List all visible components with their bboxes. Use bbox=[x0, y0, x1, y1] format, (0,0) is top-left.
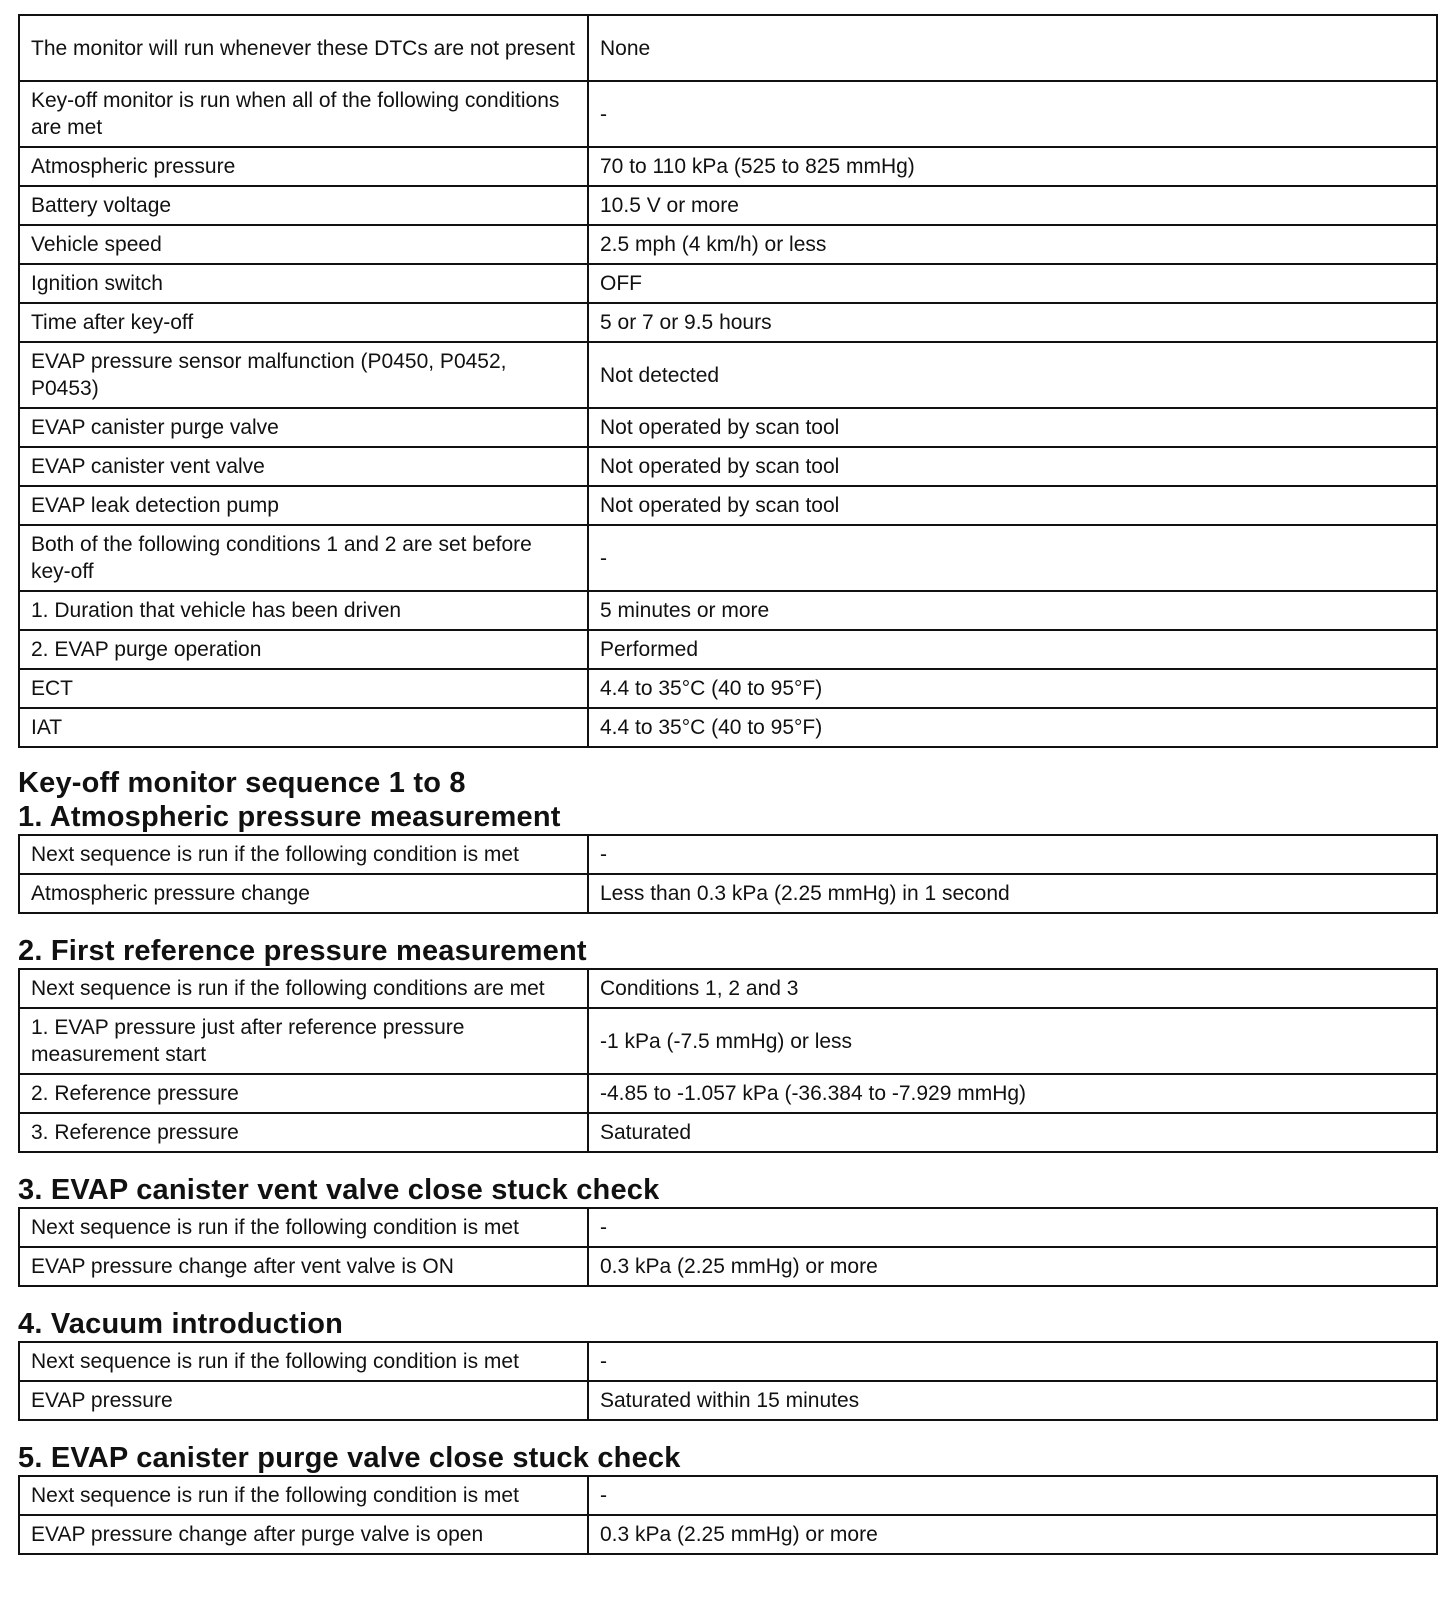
condition-cell: Battery voltage bbox=[19, 186, 588, 225]
value-cell: 10.5 V or more bbox=[588, 186, 1437, 225]
table-row bbox=[19, 1208, 1437, 1247]
value-cell: Performed bbox=[588, 630, 1437, 669]
condition-cell: EVAP pressure change after purge valve is open bbox=[19, 1515, 588, 1554]
table-row bbox=[19, 15, 1437, 81]
table-row bbox=[19, 486, 1437, 525]
condition-cell: Next sequence is run if the following condition is met bbox=[19, 1342, 588, 1381]
table-row bbox=[19, 1247, 1437, 1286]
table-row bbox=[19, 591, 1437, 630]
condition-cell: ECT bbox=[19, 669, 588, 708]
section-title-2: 2. First reference pressure measurement bbox=[18, 935, 587, 967]
table-row bbox=[19, 1515, 1437, 1554]
value-cell: Less than 0.3 kPa (2.25 mmHg) in 1 second bbox=[588, 874, 1437, 913]
value-cell: - bbox=[588, 1342, 1437, 1381]
section-title-1: 1. Atmospheric pressure measurement bbox=[18, 801, 561, 833]
condition-cell: Next sequence is run if the following condition is met bbox=[19, 1476, 588, 1515]
value-cell: - bbox=[588, 525, 1437, 591]
table-row bbox=[19, 186, 1437, 225]
value-cell: - bbox=[588, 81, 1437, 147]
condition-cell: The monitor will run whenever these DTCs are not present bbox=[19, 15, 588, 81]
value-cell: 0.3 kPa (2.25 mmHg) or more bbox=[588, 1247, 1437, 1286]
table-row bbox=[19, 1008, 1437, 1074]
table-row bbox=[19, 81, 1437, 147]
table-row bbox=[19, 835, 1437, 874]
key-off-conditions-table bbox=[18, 14, 1438, 748]
section-table-5 bbox=[18, 1475, 1438, 1555]
section-table-4 bbox=[18, 1341, 1438, 1421]
value-cell: 2.5 mph (4 km/h) or less bbox=[588, 225, 1437, 264]
table-row bbox=[19, 264, 1437, 303]
section-table-3 bbox=[18, 1207, 1438, 1287]
value-cell: - bbox=[588, 1476, 1437, 1515]
table-row bbox=[19, 1476, 1437, 1515]
table-row bbox=[19, 525, 1437, 591]
table-row bbox=[19, 303, 1437, 342]
table-row bbox=[19, 630, 1437, 669]
condition-cell: Next sequence is run if the following condition is met bbox=[19, 835, 588, 874]
table-row bbox=[19, 874, 1437, 913]
value-cell: Conditions 1, 2 and 3 bbox=[588, 969, 1437, 1008]
value-cell: 4.4 to 35°C (40 to 95°F) bbox=[588, 669, 1437, 708]
condition-cell: EVAP canister vent valve bbox=[19, 447, 588, 486]
table-row bbox=[19, 147, 1437, 186]
value-cell: -1 kPa (-7.5 mmHg) or less bbox=[588, 1008, 1437, 1074]
value-cell: OFF bbox=[588, 264, 1437, 303]
condition-cell: 1. EVAP pressure just after reference pressure measurement start bbox=[19, 1008, 588, 1074]
condition-cell: Atmospheric pressure change bbox=[19, 874, 588, 913]
sequence-heading: Key-off monitor sequence 1 to 8 bbox=[18, 767, 466, 799]
section-table-2 bbox=[18, 968, 1438, 1153]
condition-cell: EVAP pressure change after vent valve is ON bbox=[19, 1247, 588, 1286]
value-cell: None bbox=[588, 15, 1437, 81]
section-title-5: 5. EVAP canister purge valve close stuck check bbox=[18, 1442, 681, 1474]
table-row bbox=[19, 342, 1437, 408]
condition-cell: Vehicle speed bbox=[19, 225, 588, 264]
table-row bbox=[19, 1074, 1437, 1113]
value-cell: -4.85 to -1.057 kPa (-36.384 to -7.929 mmHg) bbox=[588, 1074, 1437, 1113]
condition-cell: Key-off monitor is run when all of the following conditions are met bbox=[19, 81, 588, 147]
table-row bbox=[19, 1342, 1437, 1381]
value-cell: Saturated within 15 minutes bbox=[588, 1381, 1437, 1420]
table-row bbox=[19, 669, 1437, 708]
condition-cell: 2. EVAP purge operation bbox=[19, 630, 588, 669]
table-row bbox=[19, 1381, 1437, 1420]
section-title-3: 3. EVAP canister vent valve close stuck check bbox=[18, 1174, 660, 1206]
table-row bbox=[19, 708, 1437, 747]
table-row bbox=[19, 969, 1437, 1008]
condition-cell: IAT bbox=[19, 708, 588, 747]
condition-cell: Ignition switch bbox=[19, 264, 588, 303]
value-cell: 4.4 to 35°C (40 to 95°F) bbox=[588, 708, 1437, 747]
value-cell: - bbox=[588, 1208, 1437, 1247]
value-cell: Saturated bbox=[588, 1113, 1437, 1152]
condition-cell: 2. Reference pressure bbox=[19, 1074, 588, 1113]
section-table-1 bbox=[18, 834, 1438, 914]
condition-cell: Time after key-off bbox=[19, 303, 588, 342]
value-cell: - bbox=[588, 835, 1437, 874]
condition-cell: EVAP pressure sensor malfunction (P0450, P0452, P0453) bbox=[19, 342, 588, 408]
value-cell: Not detected bbox=[588, 342, 1437, 408]
table-row bbox=[19, 447, 1437, 486]
condition-cell: 1. Duration that vehicle has been driven bbox=[19, 591, 588, 630]
condition-cell: Next sequence is run if the following condition is met bbox=[19, 1208, 588, 1247]
condition-cell: Next sequence is run if the following conditions are met bbox=[19, 969, 588, 1008]
value-cell: Not operated by scan tool bbox=[588, 408, 1437, 447]
condition-cell: EVAP pressure bbox=[19, 1381, 588, 1420]
condition-cell: EVAP leak detection pump bbox=[19, 486, 588, 525]
value-cell: Not operated by scan tool bbox=[588, 447, 1437, 486]
value-cell: 70 to 110 kPa (525 to 825 mmHg) bbox=[588, 147, 1437, 186]
value-cell: 0.3 kPa (2.25 mmHg) or more bbox=[588, 1515, 1437, 1554]
value-cell: Not operated by scan tool bbox=[588, 486, 1437, 525]
condition-cell: Both of the following conditions 1 and 2 are set before key-off bbox=[19, 525, 588, 591]
condition-cell: Atmospheric pressure bbox=[19, 147, 588, 186]
condition-cell: EVAP canister purge valve bbox=[19, 408, 588, 447]
condition-cell: 3. Reference pressure bbox=[19, 1113, 588, 1152]
section-title-4: 4. Vacuum introduction bbox=[18, 1308, 344, 1340]
value-cell: 5 minutes or more bbox=[588, 591, 1437, 630]
table-row bbox=[19, 225, 1437, 264]
value-cell: 5 or 7 or 9.5 hours bbox=[588, 303, 1437, 342]
table-row bbox=[19, 408, 1437, 447]
table-row bbox=[19, 1113, 1437, 1152]
